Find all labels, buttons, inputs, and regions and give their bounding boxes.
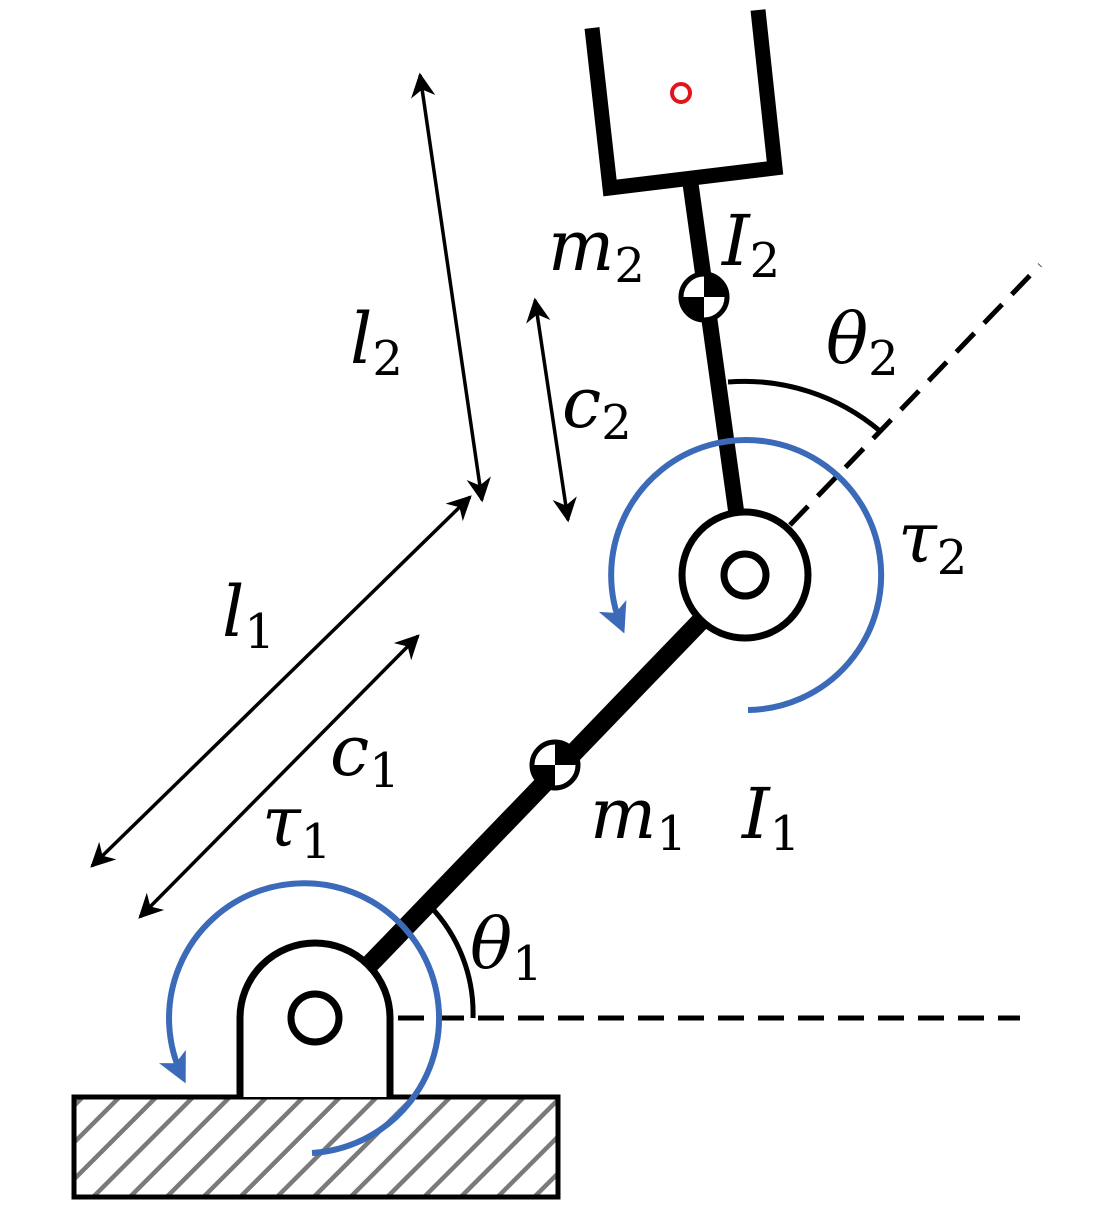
label-theta2: θ2 <box>826 298 899 387</box>
target-point <box>672 84 690 102</box>
base-joint <box>291 994 339 1042</box>
gripper <box>592 10 775 188</box>
elbow-joint-inner <box>724 554 766 596</box>
label-c1: c1 <box>330 710 400 799</box>
label-m1: m1 <box>590 773 687 862</box>
label-theta1: θ1 <box>470 903 543 992</box>
label-I1: I1 <box>742 773 801 862</box>
ground-block <box>74 1097 558 1197</box>
label-l2: l2 <box>350 298 403 387</box>
label-c2: c2 <box>562 362 632 451</box>
l2-dimension-arrow <box>420 75 482 500</box>
label-m2: m2 <box>548 205 645 294</box>
center-of-mass-1 <box>532 742 578 788</box>
label-l1: l1 <box>222 571 275 660</box>
theta2-arc <box>728 381 880 431</box>
label-tau1: τ1 <box>262 781 332 870</box>
label-tau2: τ2 <box>898 497 968 586</box>
label-I2: I2 <box>722 200 781 289</box>
center-of-mass-2 <box>681 274 727 320</box>
